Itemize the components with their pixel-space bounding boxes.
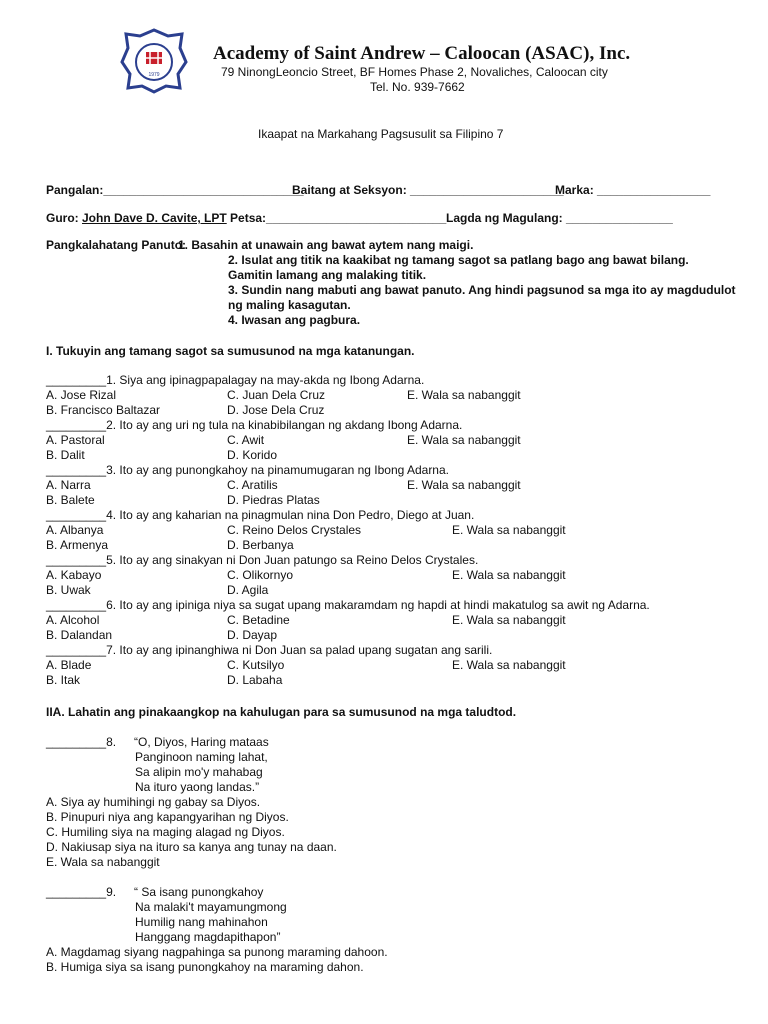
q3-choice-a: A. Narra <box>46 478 91 492</box>
q3-choice-d: D. Piedras Platas <box>227 493 320 507</box>
q5-choice-c: C. Olikornyo <box>227 568 294 582</box>
q2-choice-e: E. Wala sa nabanggit <box>407 433 521 447</box>
q6-choice-b: B. Dalandan <box>46 628 113 642</box>
question-7: _________7. Ito ay ang ipinanghiwa ni Don Juan sa palad upang sugatan ang sarili. <box>46 643 493 657</box>
q5-choice-b: B. Uwak <box>46 583 91 597</box>
question-6: _________6. Ito ay ang ipiniga niya sa sugat upang makaramdam ng hapdi at hindi makatulog sa awit ng Adarna. <box>46 598 650 612</box>
parent-signature-field[interactable]: Lagda ng Magulang: ________________ <box>446 211 673 225</box>
q7-choice-c: C. Kutsilyo <box>227 658 285 672</box>
q1-choice-a: A. Jose Rizal <box>46 388 117 402</box>
q9-choice-b: B. Humiga siya sa isang punongkahoy na maraming dahon. <box>46 960 364 974</box>
q2-choice-a: A. Pastoral <box>46 433 105 447</box>
q2-choice-b: B. Dalit <box>46 448 85 462</box>
direction-item-4: 4. Iwasan ang pagbura. <box>228 313 361 327</box>
q9-verse-line-1: “ Sa isang punongkahoy <box>134 885 264 899</box>
q4-choice-d: D. Berbanya <box>227 538 294 552</box>
q4-choice-c: C. Reino Delos Crystales <box>227 523 362 537</box>
school-seal-icon <box>120 28 188 94</box>
section-field[interactable]: Baitang at Seksyon: _______________________ <box>292 183 564 197</box>
svg-text:1979: 1979 <box>148 72 160 78</box>
q8-verse-line-2: Panginoon naming lahat, <box>135 750 268 764</box>
q5-choice-e: E. Wala sa nabanggit <box>452 568 566 582</box>
q2-choice-d: D. Korido <box>227 448 278 462</box>
q7-choice-b: B. Itak <box>46 673 81 687</box>
question-5: _________5. Ito ay ang sinakyan ni Don Juan patungo sa Reino Delos Crystales. <box>46 553 479 567</box>
school-tel: Tel. No. 939-7662 <box>370 80 465 94</box>
question-1: _________1. Siya ang ipinagpapalagay na may-akda ng Ibong Adarna. <box>46 373 425 387</box>
teacher-line <box>46 211 446 225</box>
teacher-label: Guro: <box>46 211 82 225</box>
direction-item-1: 1. Basahin at unawain ang bawat aytem nang maigi. <box>178 238 474 252</box>
q9-choice-a: A. Magdamag siyang nagpahinga sa punong maraming dahoon. <box>46 945 388 959</box>
q1-choice-d: D. Jose Dela Cruz <box>227 403 325 417</box>
school-name: Academy of Saint Andrew – Caloocan (ASAC), Inc. <box>213 43 631 64</box>
teacher-name: John Dave D. Cavite, LPT <box>82 211 227 225</box>
direction-item-3: 3. Sundin nang mabuti ang bawat panuto. Ang hindi pagsunod sa mga ito ay magdudulot <box>228 283 736 297</box>
q5-choice-d: D. Agila <box>227 583 269 597</box>
part1-heading: I. Tukuyin ang tamang sagot sa sumusunod na mga katanungan. <box>46 344 415 358</box>
q7-choice-e: E. Wala sa nabanggit <box>452 658 566 672</box>
question-9-number: _________9. <box>46 885 117 899</box>
q8-verse-line-1: “O, Diyos, Haring mataas <box>134 735 269 749</box>
direction-item-2: 2. Isulat ang titik na kaakibat ng tamang sagot sa patlang bago ang bawat bilang. <box>228 253 689 267</box>
date-field[interactable]: Petsa:___________________________ <box>226 211 447 225</box>
question-3: _________3. Ito ay ang punongkahoy na pinamumugaran ng Ibong Adarna. <box>46 463 449 477</box>
q3-choice-e: E. Wala sa nabanggit <box>407 478 521 492</box>
q4-choice-e: E. Wala sa nabanggit <box>452 523 566 537</box>
score-field[interactable]: Marka: _________________ <box>555 183 711 197</box>
q8-choice-a: A. Siya ay humihingi ng gabay sa Diyos. <box>46 795 261 809</box>
q7-choice-d: D. Labaha <box>227 673 283 687</box>
question-2: _________2. Ito ay ang uri ng tula na kinabibilangan ng akdang Ibong Adarna. <box>46 418 463 432</box>
q3-choice-c: C. Aratilis <box>227 478 278 492</box>
direction-item-3b: ng maling kasagutan. <box>228 298 351 312</box>
directions-label: Pangkalahatang Panuto: <box>46 238 187 252</box>
part2-heading: IIA. Lahatin ang pinakaangkop na kahulugan para sa sumusunod na mga taludtod. <box>46 705 517 719</box>
q2-choice-c: C. Awit <box>227 433 265 447</box>
q8-verse-line-3: Sa alipin mo'y mahabag <box>135 765 263 779</box>
q7-choice-a: A. Blade <box>46 658 92 672</box>
q9-verse-line-3: Humilig nang mahinahon <box>135 915 268 929</box>
q1-choice-c: C. Juan Dela Cruz <box>227 388 326 402</box>
q6-choice-e: E. Wala sa nabanggit <box>452 613 566 627</box>
q8-choice-b: B. Pinupuri niya ang kapangyarihan ng Diyos. <box>46 810 289 824</box>
q8-choice-d: D. Nakiusap siya na ituro sa kanya ang tunay na daan. <box>46 840 337 854</box>
q3-choice-b: B. Balete <box>46 493 95 507</box>
q1-choice-e: E. Wala sa nabanggit <box>407 388 521 402</box>
q4-choice-b: B. Armenya <box>46 538 109 552</box>
question-8-number: _________8. <box>46 735 117 749</box>
school-address: 79 NinongLeoncio Street, BF Homes Phase 2, Novaliches, Caloocan city <box>221 65 608 79</box>
exam-title: Ikaapat na Markahang Pagsusulit sa Filipino 7 <box>258 127 504 141</box>
q1-choice-b: B. Francisco Baltazar <box>46 403 161 417</box>
q8-choice-c: C. Humiling siya na maging alagad ng Diyos. <box>46 825 285 839</box>
q9-verse-line-4: Hanggang magdapithapon” <box>135 930 281 944</box>
q6-choice-c: C. Betadine <box>227 613 290 627</box>
q5-choice-a: A. Kabayo <box>46 568 102 582</box>
q4-choice-a: A. Albanya <box>46 523 104 537</box>
question-4: _________4. Ito ay ang kaharian na pinagmulan nina Don Pedro, Diego at Juan. <box>46 508 475 522</box>
q8-verse-line-4: Na ituro yaong landas.” <box>135 780 260 794</box>
q6-choice-d: D. Dayap <box>227 628 278 642</box>
direction-item-2b: Gamitin lamang ang malaking titik. <box>228 268 427 282</box>
q6-choice-a: A. Alcohol <box>46 613 100 627</box>
name-field[interactable]: Pangalan:______________________________ <box>46 183 304 197</box>
q9-verse-line-2: Na malaki't mayamungmong <box>135 900 287 914</box>
q8-choice-e: E. Wala sa nabanggit <box>46 855 160 869</box>
